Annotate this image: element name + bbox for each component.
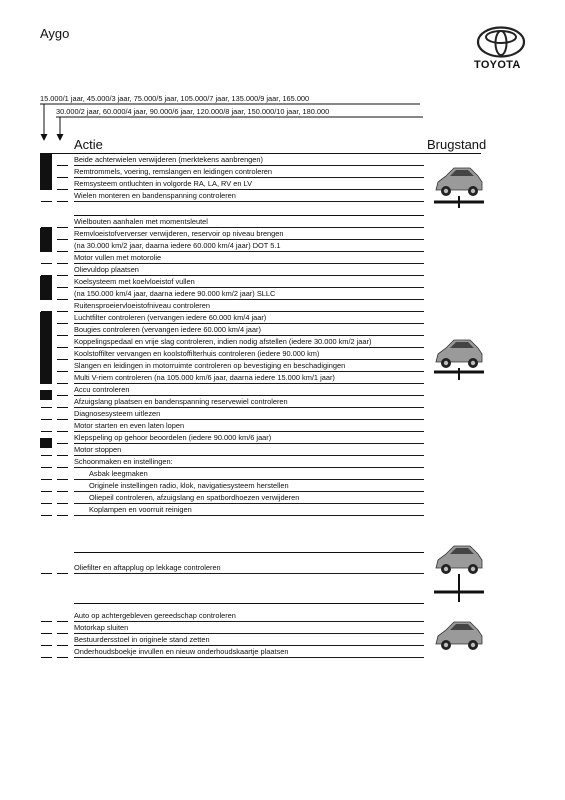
list-item: (na 30.000 km/2 jaar, daarna iedere 60.000 km/4 jaar) DOT 5.1 bbox=[74, 240, 424, 252]
list-item: Beide achterwielen verwijderen (merktekens aanbrengen) bbox=[74, 154, 424, 166]
column-header-action: Actie bbox=[74, 137, 103, 152]
marker-dash bbox=[57, 633, 68, 634]
marker-dash bbox=[57, 395, 68, 396]
marker-dash bbox=[57, 347, 68, 348]
marker-dash bbox=[41, 479, 52, 480]
list-item: Originele instellingen radio, klok, navigatiesysteem herstellen bbox=[74, 480, 424, 492]
list-item: Schoonmaken en instellingen: bbox=[74, 456, 424, 468]
marker-dash bbox=[57, 503, 68, 504]
marker-dash bbox=[57, 263, 68, 264]
marker-dash bbox=[57, 323, 68, 324]
car-ground-icon bbox=[432, 614, 486, 654]
list-item: Remsysteem ontluchten in volgorde RA, LA, RV en LV bbox=[74, 178, 424, 190]
list-item: Oliefilter en aftapplug op lekkage controleren bbox=[74, 562, 424, 574]
list-item: Remtrommels, voering, remslangen en leidingen controleren bbox=[74, 166, 424, 178]
marker-dash bbox=[41, 573, 52, 574]
list-item: Wielen monteren en bandenspanning controleren bbox=[74, 190, 424, 202]
list-item: Koppelingspedaal en vrije slag controleren, indien nodig afstellen (iedere 30.000 km/2 jaar) bbox=[74, 336, 424, 348]
list-item: Koolstoffilter vervangen en koolstoffilterhuis controleren (iedere 90.000 km) bbox=[74, 348, 424, 360]
car-lift-high-icon bbox=[432, 538, 486, 604]
marker-dash bbox=[41, 431, 52, 432]
marker-dash bbox=[41, 633, 52, 634]
marker-block bbox=[40, 276, 52, 300]
list-item: Asbak leegmaken bbox=[74, 468, 424, 480]
list-item: Afzuigslang plaatsen en bandenspanning reservewiel controleren bbox=[74, 396, 424, 408]
marker-dash bbox=[57, 455, 68, 456]
marker-dash bbox=[41, 503, 52, 504]
marker-dash bbox=[41, 407, 52, 408]
section-divider bbox=[74, 552, 424, 553]
list-item: Auto op achtergebleven gereedschap controleren bbox=[74, 610, 424, 622]
marker-dash bbox=[57, 177, 68, 178]
list-item: Ruitensproeiervloeistofniveau controleren bbox=[74, 300, 424, 312]
marker-dash bbox=[57, 479, 68, 480]
marker-block bbox=[40, 312, 52, 384]
marker-dash bbox=[57, 359, 68, 360]
car-lift-low-icon bbox=[432, 160, 486, 212]
marker-dash bbox=[41, 419, 52, 420]
marker-dash bbox=[57, 515, 68, 516]
page-title: Aygo bbox=[40, 26, 70, 41]
marker-block bbox=[40, 438, 52, 448]
marker-dash bbox=[57, 299, 68, 300]
marker-dash bbox=[57, 165, 68, 166]
marker-block bbox=[40, 390, 52, 400]
marker-dash bbox=[41, 455, 52, 456]
list-item: Oliepeil controleren, afzuigslang en spatbordhoezen verwijderen bbox=[74, 492, 424, 504]
list-item: Wielbouten aanhalen met momentsleutel bbox=[74, 216, 424, 228]
list-item: Onderhoudsboekje invullen en nieuw onderhoudskaartje plaatsen bbox=[74, 646, 424, 658]
marker-dash bbox=[41, 621, 52, 622]
marker-dash bbox=[41, 515, 52, 516]
marker-dash bbox=[57, 431, 68, 432]
marker-dash bbox=[41, 467, 52, 468]
marker-dash bbox=[41, 491, 52, 492]
car-lift-mid-icon bbox=[432, 332, 486, 384]
list-item: Diagnosesysteem uitlezen bbox=[74, 408, 424, 420]
list-item: Motor vullen met motorolie bbox=[74, 252, 424, 264]
list-item: Motor stoppen bbox=[74, 444, 424, 456]
marker-dash bbox=[57, 287, 68, 288]
marker-dash bbox=[57, 335, 68, 336]
section-divider bbox=[74, 603, 424, 604]
marker-dash bbox=[57, 443, 68, 444]
list-item: Koelsysteem met koelvloeistof vullen bbox=[74, 276, 424, 288]
list-item: Koplampen en voorruit reinigen bbox=[74, 504, 424, 516]
marker-dash bbox=[41, 263, 52, 264]
marker-dash bbox=[57, 467, 68, 468]
marker-dash bbox=[57, 645, 68, 646]
brand-name: TOYOTA bbox=[474, 59, 521, 71]
marker-dash bbox=[41, 645, 52, 646]
marker-dash bbox=[57, 239, 68, 240]
list-item: Olievuldop plaatsen bbox=[74, 264, 424, 276]
list-item: Remvloeistofververser verwijderen, reservoir op niveau brengen bbox=[74, 228, 424, 240]
marker-dash bbox=[57, 201, 68, 202]
marker-block bbox=[40, 228, 52, 252]
marker-dash bbox=[57, 491, 68, 492]
list-item: Motorkap sluiten bbox=[74, 622, 424, 634]
marker-dash bbox=[57, 407, 68, 408]
list-item: Bougies controleren (vervangen iedere 60.000 km/4 jaar) bbox=[74, 324, 424, 336]
list-item: Bestuurdersstoel in originele stand zetten bbox=[74, 634, 424, 646]
marker-dash bbox=[57, 419, 68, 420]
list-item: Luchtfilter controleren (vervangen iedere 60.000 km/4 jaar) bbox=[74, 312, 424, 324]
marker-dash bbox=[57, 189, 68, 190]
list-item: Slangen en leidingen in motorruimte controleren op bevestiging en beschadigingen bbox=[74, 360, 424, 372]
list-item: (na 150.000 km/4 jaar, daarna iedere 90.000 km/2 jaar) SLLC bbox=[74, 288, 424, 300]
marker-dash bbox=[57, 621, 68, 622]
marker-dash bbox=[57, 251, 68, 252]
schedule-line-1: 15.000/1 jaar, 45.000/3 jaar, 75.000/5 jaar, 105.000/7 jaar, 135.000/9 jaar, 165.000 bbox=[40, 94, 310, 103]
schedule-line-2: 30.000/2 jaar, 60.000/4 jaar, 90.000/6 jaar, 120.000/8 jaar, 150.000/10 jaar, 180.000 bbox=[56, 107, 330, 116]
list-item: Klepspeling op gehoor beoordelen (iedere 90.000 km/6 jaar) bbox=[74, 432, 424, 444]
marker-dash bbox=[57, 227, 68, 228]
marker-dash bbox=[57, 275, 68, 276]
list-item: Motor starten en even laten lopen bbox=[74, 420, 424, 432]
schedule-arrows bbox=[0, 0, 565, 145]
marker-dash bbox=[57, 371, 68, 372]
marker-dash bbox=[41, 201, 52, 202]
marker-block bbox=[40, 154, 52, 190]
list-item: Multi V-riem controleren (na 105.000 km/6 jaar, daarna iedere 15.000 km/1 jaar) bbox=[74, 372, 424, 384]
marker-dash bbox=[57, 383, 68, 384]
column-header-position: Brugstand bbox=[427, 137, 487, 152]
marker-dash bbox=[41, 657, 52, 658]
list-item: Accu controleren bbox=[74, 384, 424, 396]
marker-dash bbox=[57, 573, 68, 574]
marker-dash bbox=[57, 311, 68, 312]
marker-dash bbox=[57, 657, 68, 658]
